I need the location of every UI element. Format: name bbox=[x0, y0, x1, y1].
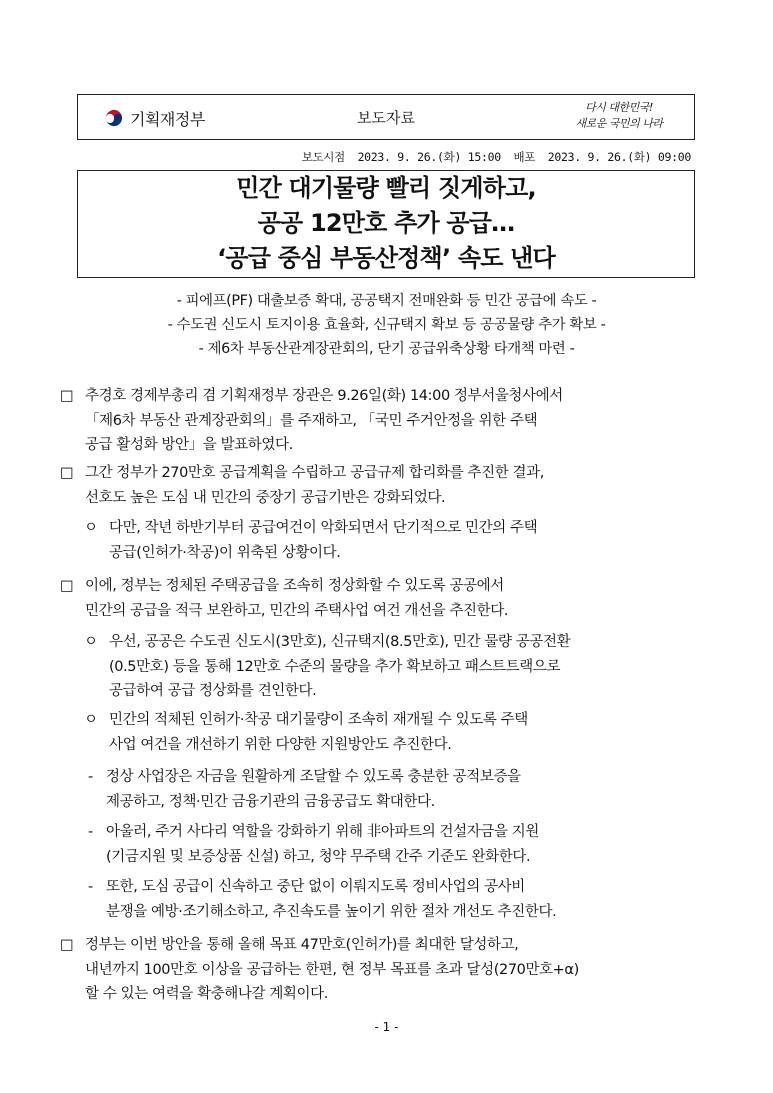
circle-bullet: ㅇ bbox=[84, 634, 98, 650]
subtitle-3: - 제6차 부동산관계장관회의, 단기 공급위축상황 타개책 마련 - bbox=[198, 341, 575, 357]
paragraph-text: 정상 사업장은 자금을 원활하게 조달할 수 있도록 충분한 공적보증을 bbox=[106, 769, 521, 785]
paragraph-line bbox=[60, 574, 508, 599]
subtitle-2: - 수도권 신도시 토지이용 효율화, 신규택지 확보 등 공공물량 추가 확보 - bbox=[167, 317, 606, 333]
paragraph-line bbox=[60, 409, 563, 434]
circle-bullet: ㅇ bbox=[84, 712, 98, 728]
paragraph-line bbox=[84, 708, 528, 733]
paragraph-9 bbox=[88, 875, 556, 924]
header-box bbox=[77, 94, 695, 140]
paragraph-line bbox=[60, 486, 544, 511]
paragraph-text: 사업 여건을 개선하기 위한 다양한 지원방안도 추진한다. bbox=[109, 736, 452, 753]
paragraph-line bbox=[60, 433, 563, 458]
paragraph-text: 할 수 있는 여력을 확충해나갈 계획이다. bbox=[85, 986, 328, 1002]
paragraph-text: 공급 활성화 방안」을 발표하였다. bbox=[85, 437, 293, 453]
paragraph-line bbox=[84, 733, 528, 758]
ministry-name: 기획재정부 bbox=[130, 109, 205, 129]
paragraph-text: (기금지원 및 보증상품 신설) 하고, 청약 무주택 간주 기준도 완화한다. bbox=[106, 848, 531, 865]
title-line-3: ‘공급 중심 부동산정책’ 속도 낸다 bbox=[217, 244, 555, 272]
paragraph-line bbox=[88, 820, 539, 845]
paragraph-text: 다만, 작년 하반기부터 공급여건이 악화되면서 단기적으로 민간의 주택 bbox=[109, 520, 538, 536]
paragraph-text: 그간 정부가 270만호 공급계획을 수립하고 공급규제 합리화를 추진한 결과, bbox=[85, 465, 544, 481]
paragraph-line bbox=[60, 599, 508, 624]
paragraph-2 bbox=[60, 461, 544, 510]
release-info bbox=[296, 149, 691, 165]
paragraph-line bbox=[60, 958, 579, 983]
subtitle-1: - 피에프(PF) 대출보증 확대, 공공택지 전매완화 등 민간 공급에 속도 - bbox=[176, 293, 597, 309]
paragraph-line bbox=[88, 845, 539, 870]
paragraph-text: 선호도 높은 도심 내 민간의 중장기 공급기반은 강화되었다. bbox=[85, 489, 446, 506]
paragraph-line bbox=[60, 384, 563, 409]
dash-bullet: - bbox=[88, 769, 93, 785]
paragraph-text: 공급하여 공급 정상화를 견인한다. bbox=[109, 683, 317, 699]
paragraph-text: 민간의 적체된 인허가·착공 대기물량이 조속히 재개될 수 있도록 주택 bbox=[109, 712, 528, 728]
embargo-value: 2023. 9. 26.(화) 15:00 bbox=[357, 150, 501, 164]
paragraph-line bbox=[84, 655, 570, 680]
slogan bbox=[564, 100, 674, 132]
dash-bullet: - bbox=[88, 879, 93, 895]
paragraph-text: 내년까지 100만호 이상을 공급하는 한편, 현 정부 목표를 초과 달성(270만호+α) bbox=[85, 961, 579, 978]
paragraph-line bbox=[84, 679, 570, 704]
paragraph-10 bbox=[60, 933, 579, 1007]
embargo-label: 보도시점 bbox=[301, 150, 345, 164]
distribution-value: 2023. 9. 26.(화) 09:00 bbox=[547, 150, 691, 164]
dash-bullet: - bbox=[88, 824, 93, 840]
box-bullet: □ bbox=[60, 578, 74, 594]
paragraph-text: (0.5만호) 등을 통해 12만호 수준의 물량을 추가 확보하고 패스트트랙으로 bbox=[109, 658, 561, 675]
paragraph-line bbox=[60, 982, 579, 1007]
paragraph-text: 분쟁을 예방·조기해소하고, 추진속도를 높이기 위한 절차 개선도 추진한다. bbox=[106, 903, 557, 920]
paragraph-line bbox=[88, 765, 521, 790]
paragraph-text: 추경호 경제부총리 겸 기획재정부 장관은 9.26일(화) 14:00 정부서울청사에서 bbox=[85, 388, 563, 404]
paragraph-4 bbox=[60, 574, 508, 623]
paragraph-text: 또한, 도심 공급이 신속하고 중단 없이 이뤄지도록 정비사업의 공사비 bbox=[106, 879, 525, 895]
paragraph-line bbox=[60, 933, 579, 958]
document-type: 보도자료 bbox=[357, 109, 415, 127]
paragraph-line bbox=[84, 541, 537, 566]
paragraph-text: 「제6차 부동산 관계장관회의」를 주재하고, 「국민 주거안정을 위한 주택 bbox=[85, 412, 538, 429]
distribution-label: 배포 bbox=[513, 150, 536, 164]
paragraph-1 bbox=[60, 384, 563, 458]
paragraph-line bbox=[88, 790, 521, 815]
box-bullet: □ bbox=[60, 937, 74, 953]
box-bullet: □ bbox=[60, 465, 74, 481]
paragraph-line bbox=[88, 875, 556, 900]
title-line-1: 민간 대기물량 빨리 짓게하고, bbox=[236, 174, 536, 202]
paragraph-line bbox=[84, 630, 570, 655]
paragraph-6 bbox=[84, 708, 528, 757]
paragraph-8 bbox=[88, 820, 539, 869]
subtitles bbox=[60, 289, 713, 361]
paragraph-3 bbox=[84, 516, 537, 565]
paragraph-text: 제공하고, 정책·민간 금융기관의 금융공급도 확대한다. bbox=[106, 793, 435, 810]
slogan-line-2: 새로운 국민의 나라 bbox=[575, 117, 663, 130]
paragraph-7 bbox=[88, 765, 521, 814]
paragraph-text: 아울러, 주거 사다리 역할을 강화하기 위해 非아파트의 건설자금을 지원 bbox=[106, 824, 539, 840]
paragraph-text: 공급(인허가·착공)이 위축된 상황이다. bbox=[109, 544, 341, 561]
title-line-2: 공공 12만호 추가 공급… bbox=[257, 209, 515, 237]
box-bullet: □ bbox=[60, 388, 74, 404]
paragraph-text: 우선, 공공은 수도권 신도시(3만호), 신규택지(8.5만호), 민간 물량 공공전환 bbox=[109, 634, 571, 650]
paragraph-text: 이에, 정부는 정체된 주택공급을 조속히 정상화할 수 있도록 공공에서 bbox=[85, 578, 504, 594]
paragraph-5 bbox=[84, 630, 570, 704]
title-box bbox=[77, 170, 695, 278]
paragraph-text: 민간의 공급을 적극 보완하고, 민간의 주택사업 여건 개선을 추진한다. bbox=[85, 602, 509, 619]
page-number: - 1 - bbox=[374, 1020, 399, 1034]
slogan-line-1: 다시 대한민국! bbox=[585, 101, 653, 114]
paragraph-line bbox=[60, 461, 544, 486]
circle-bullet: ㅇ bbox=[84, 520, 98, 536]
paragraph-line bbox=[84, 516, 537, 541]
paragraph-text: 정부는 이번 방안을 통해 올해 목표 47만호(인허가)를 최대한 달성하고, bbox=[85, 937, 519, 953]
paragraph-line bbox=[88, 900, 556, 925]
